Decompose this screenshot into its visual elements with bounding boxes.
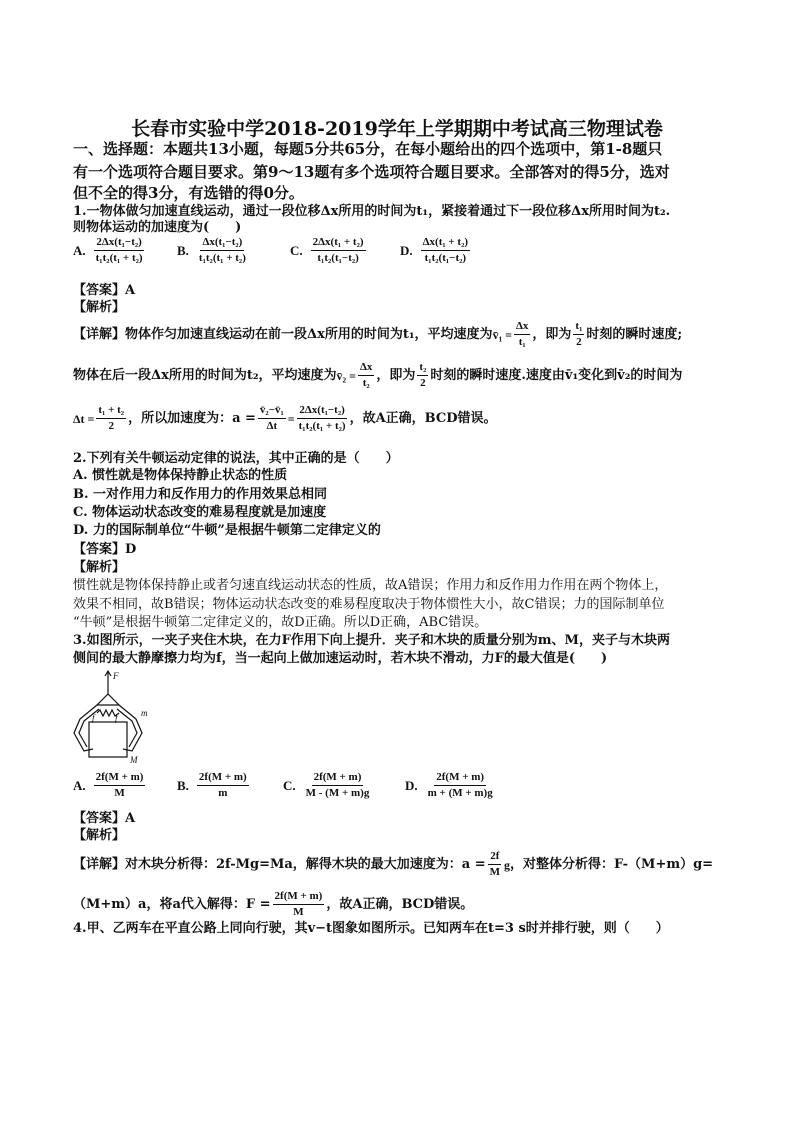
section-instructions-line3: 但不全的得3分，有选错的得0分。 bbox=[73, 184, 304, 202]
option-label: D. bbox=[400, 242, 413, 258]
q3-stem-line1: 3.如图所示，一夹子夹住木块，在力F作用下向上提升．夹子和木块的质量分别为m、M，夹子与木块两 bbox=[73, 633, 670, 648]
q3-option-b bbox=[177, 771, 251, 800]
detail-text: ，即为 bbox=[532, 326, 572, 342]
fraction-numerator: 2f(M + m) bbox=[94, 771, 146, 786]
q3-option-d bbox=[405, 771, 497, 800]
fraction-numerator: 2f(M + m) bbox=[273, 890, 325, 905]
fraction-denominator: t₁t₂(t₁ + t₂) bbox=[95, 252, 143, 264]
q3-answer: 【答案】A bbox=[73, 811, 136, 826]
option-fraction bbox=[94, 771, 146, 800]
fraction-numerator: 2Δx(t₁ + t₂) bbox=[311, 236, 366, 251]
q1-option-a bbox=[73, 236, 147, 265]
q1-analysis-heading: 【解析】 bbox=[73, 300, 126, 315]
option-label: C. bbox=[283, 777, 296, 793]
fraction-numerator: 2f(M + m) bbox=[197, 771, 249, 786]
fraction-numerator: t₂ bbox=[417, 361, 428, 376]
detail-label: 【详解】 bbox=[73, 326, 126, 342]
q1-option-d bbox=[400, 236, 472, 265]
fraction-denominator: Δt bbox=[266, 420, 278, 432]
math-expression: v̄₂ = bbox=[336, 368, 356, 383]
fraction-denominator: t₁t₂(t₁−t₂) bbox=[424, 252, 467, 264]
q2-answer: 【答案】D bbox=[73, 542, 137, 557]
q1-option-c bbox=[290, 236, 368, 265]
detail-text: （M+m）a，将a代入解得：F = bbox=[73, 896, 271, 912]
q2-option-d: D. 力的国际制单位“牛顿”是根据牛顿第二定律定义的 bbox=[73, 523, 381, 538]
q3-option-c bbox=[283, 771, 373, 800]
fraction bbox=[514, 320, 530, 349]
option-label: A. bbox=[73, 242, 86, 258]
q1-answer: 【答案】A bbox=[73, 283, 136, 298]
q3-option-a bbox=[73, 771, 147, 800]
math-expression: Δt = bbox=[73, 411, 95, 426]
fraction-numerator: Δx(t₁−t₂) bbox=[200, 236, 244, 251]
fraction-denominator: t₁ bbox=[518, 336, 526, 348]
q2-explanation-line1: 惯性就是物体保持静止或者匀速直线运动状态的性质，故A错误；作用力和反作用力作用在两个物体上， bbox=[73, 578, 668, 593]
math-expression: = bbox=[287, 411, 295, 426]
fraction-numerator: 2Δx(t₁−t₂) bbox=[297, 404, 346, 419]
option-fraction bbox=[421, 236, 470, 265]
label-f-right: f bbox=[115, 713, 118, 723]
option-fraction bbox=[94, 236, 145, 265]
q2-analysis-heading: 【解析】 bbox=[73, 560, 126, 575]
math-expression: v̄₁ = bbox=[492, 327, 512, 342]
option-label: D. bbox=[405, 777, 418, 793]
fraction-numerator: 2f bbox=[488, 850, 501, 865]
detail-text: 物体作匀加速直线运动在前一段Δx所用的时间为t₁，平均速度为 bbox=[125, 326, 493, 342]
fraction-denominator: t₂ bbox=[362, 377, 370, 389]
fraction-denominator: t₁t₂(t₁−t₂) bbox=[317, 252, 359, 264]
section-instructions-line1: 一、选择题：本题共13小题，每题5分共65分，在每小题给出的四个选项中，第1-8题只 bbox=[73, 140, 663, 158]
q2-explanation-line2: 效果不相同，故B错误；物体运动状态改变的难易程度取决于物体惯性大小，故C错误；力的国际制单位 bbox=[73, 597, 665, 612]
fraction-denominator: 2 bbox=[576, 336, 582, 348]
clamp-pivot bbox=[97, 694, 119, 705]
q1-detail-line2 bbox=[73, 361, 682, 390]
detail-text: 物体在后一段Δx所用的时间为t₂，平均速度为 bbox=[73, 367, 337, 383]
fraction bbox=[358, 361, 374, 390]
fraction-numerator: t₁ bbox=[573, 320, 584, 335]
wooden-block bbox=[89, 722, 127, 757]
fraction bbox=[258, 404, 286, 433]
fraction bbox=[96, 404, 126, 433]
section-instructions-line2: 有一个选项符合题目要求。第9～13题有多个选项符合题目要求。全部答对的得5分，选对 bbox=[73, 163, 670, 181]
math-expression: g bbox=[504, 857, 511, 872]
fraction bbox=[573, 320, 584, 349]
q1-detail-line1 bbox=[73, 320, 682, 349]
detail-text: ，所以加速度为：a = bbox=[128, 410, 256, 426]
option-fraction bbox=[311, 236, 366, 265]
detail-text: ，对整体分析得：F-（M+m）g= bbox=[510, 856, 714, 872]
q2-stem: 2.下列有关牛顿运动定律的说法，其中正确的是（ ） bbox=[73, 451, 399, 466]
fraction-numerator: v̄₂−v̄₁ bbox=[258, 404, 286, 419]
detail-text: 时刻的瞬时速度; bbox=[586, 326, 683, 342]
fraction bbox=[273, 890, 325, 919]
label-m: m bbox=[141, 708, 148, 718]
fraction-denominator: M bbox=[114, 787, 125, 799]
fraction bbox=[297, 404, 348, 433]
detail-text: ，即为 bbox=[376, 367, 416, 383]
q1-detail-line3 bbox=[73, 404, 497, 433]
fraction-denominator: t₁t₂(t₁ + t₂) bbox=[198, 252, 246, 264]
fraction-denominator: M - (M + m)g bbox=[305, 787, 370, 799]
detail-text: ，故A正确，BCD错误。 bbox=[326, 896, 474, 912]
label-F: F bbox=[113, 671, 119, 681]
detail-text: 对木块分析得：2f-Mg=Ma，解得木块的最大加速度为：a = bbox=[125, 856, 486, 872]
label-M: M bbox=[130, 755, 138, 765]
fraction-denominator: m + (M + m)g bbox=[427, 787, 493, 799]
fraction-numerator: 2f(M + m) bbox=[312, 771, 364, 786]
fraction bbox=[488, 850, 502, 879]
clamp-figure bbox=[68, 667, 158, 767]
q3-detail-line2 bbox=[73, 890, 473, 919]
fraction-numerator: Δx(t₁ + t₂) bbox=[421, 236, 470, 251]
q2-option-b: B. 一对作用力和反作用力的作用效果总相同 bbox=[73, 487, 328, 502]
fraction-denominator: M bbox=[293, 906, 304, 918]
fraction-numerator: Δx bbox=[358, 361, 374, 376]
fraction-numerator: t₁ + t₂ bbox=[96, 404, 126, 419]
fraction bbox=[417, 361, 428, 390]
q4-stem: 4.甲、乙两车在平直公路上同向行驶，其v−t图象如图所示。已知两车在t=3 s时并排行驶，则（ ） bbox=[73, 921, 669, 936]
label-f-left: f bbox=[92, 713, 95, 723]
fraction-numerator: 2Δx(t₁−t₂) bbox=[94, 236, 143, 251]
detail-text: ，故A正确，BCD错误。 bbox=[349, 410, 497, 426]
fraction-denominator: 2 bbox=[420, 377, 426, 389]
page-title: 长春市实验中学2018-2019学年上学期期中考试高三物理试卷 bbox=[131, 118, 663, 140]
fraction-numerator: Δx bbox=[514, 320, 530, 335]
option-label: B. bbox=[177, 777, 189, 793]
option-fraction bbox=[426, 771, 495, 800]
fraction-denominator: 2 bbox=[108, 420, 114, 432]
detail-text: 时刻的瞬时速度.速度由v̄₁变化到v̄₂的时间为 bbox=[430, 367, 683, 383]
q1-stem-line2: 则物体运动的加速度为( ) bbox=[73, 220, 242, 235]
fraction-denominator: M bbox=[489, 866, 501, 878]
q2-explanation-line3: “牛顿”是根据牛顿第二定律定义的，故D正确。所以D正确，ABC错误。 bbox=[73, 615, 488, 630]
option-label: B. bbox=[177, 242, 189, 258]
option-label: C. bbox=[290, 242, 303, 258]
q3-detail-line1 bbox=[73, 850, 713, 879]
detail-label: 【详解】 bbox=[73, 856, 126, 872]
option-fraction bbox=[197, 236, 248, 265]
q3-analysis-heading: 【解析】 bbox=[73, 828, 126, 843]
fraction-denominator: t₁t₂(t₁ + t₂) bbox=[298, 420, 346, 432]
q2-option-a: A. 惯性就是物体保持静止状态的性质 bbox=[73, 468, 288, 483]
option-fraction bbox=[197, 771, 249, 800]
q3-stem-line2: 侧间的最大静摩擦力均为f，当一起向上做加速运动时，若木块不滑动，力F的最大值是( ) bbox=[73, 651, 608, 666]
option-label: A. bbox=[73, 777, 86, 793]
q1-stem-line1: 1.一物体做匀加速直线运动，通过一段位移Δx所用的时间为t₁，紧接着通过下一段位移Δx所用时间为t₂. bbox=[73, 204, 671, 219]
q2-option-c: C. 物体运动状态改变的难易程度就是加速度 bbox=[73, 505, 327, 520]
fraction-numerator: 2f(M + m) bbox=[434, 771, 486, 786]
q1-option-b bbox=[177, 236, 250, 265]
option-fraction bbox=[304, 771, 372, 800]
fraction-denominator: m bbox=[218, 787, 228, 799]
